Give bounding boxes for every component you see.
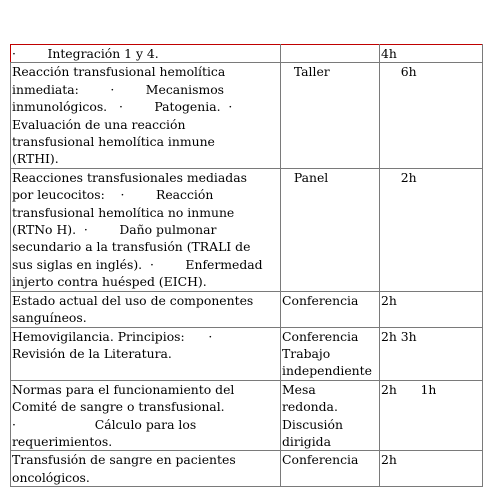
format-text: Panel — [282, 169, 329, 185]
hours-cell — [380, 380, 483, 451]
hours-text: 2h — [381, 292, 397, 308]
topic-cell — [11, 327, 281, 380]
topic-text: Reacciones transfusionales mediadas por leucocitos: · Reacción transfusional hemolítica no inmune (RTNo H). · Daño pulmonar secundario a la transfusión (TRALI de sus siglas en inglés). · Enfermedad injerto contra huésped (EICH). — [12, 169, 263, 290]
hours-cell — [380, 45, 483, 63]
hours-text: 2h 1h — [381, 381, 437, 397]
topic-text: Transfusión de sangre en pacientes oncológicos. — [12, 452, 236, 485]
table-row — [11, 63, 483, 168]
topic-text: Normas para el funcionamiento del Comité de sangre o transfusional. · Cálculo para los requerimientos. — [12, 381, 235, 449]
hours-text: 2h 3h — [381, 328, 417, 344]
format-text: Conferencia — [282, 452, 359, 468]
table-row — [11, 380, 483, 451]
hours-text: 6h — [381, 64, 417, 80]
hours-cell — [380, 63, 483, 168]
topic-cell — [11, 291, 281, 327]
table-row — [11, 451, 483, 487]
format-cell — [281, 451, 380, 487]
topic-cell — [11, 63, 281, 168]
hours-text: 2h — [381, 452, 397, 468]
topic-cell — [11, 380, 281, 451]
format-text: Taller — [282, 64, 330, 80]
table-row — [11, 291, 483, 327]
topic-text: Reacción transfusional hemolítica inmediata: · Mecanismos inmunológicos. · Patogenia. · Evaluación de una reacción transfusional hemolítica inmune (RTHI). — [12, 64, 233, 167]
topic-cell — [11, 45, 281, 63]
format-cell — [281, 63, 380, 168]
table-row — [11, 168, 483, 291]
format-cell — [281, 327, 380, 380]
topic-text: Hemovigilancia. Principios: · Revisión de la Literatura. — [12, 328, 213, 361]
topic-text: Estado actual del uso de componentes sanguíneos. — [12, 292, 254, 326]
hours-text: 2h — [381, 169, 417, 185]
hours-cell — [380, 168, 483, 291]
format-cell — [281, 168, 380, 291]
hours-cell — [380, 451, 483, 487]
format-text: Mesa redonda. Discusión dirigida — [282, 381, 343, 449]
topic-cell — [11, 451, 281, 487]
table-row — [11, 327, 483, 380]
format-text: Conferencia — [282, 292, 359, 308]
format-cell — [281, 380, 380, 451]
format-cell — [281, 45, 380, 63]
hours-cell — [380, 291, 483, 327]
topic-text: · Integración 1 y 4. — [12, 46, 159, 61]
topic-cell — [11, 168, 281, 291]
format-cell — [281, 291, 380, 327]
table-row — [11, 45, 483, 63]
hours-text: 4h — [381, 46, 397, 61]
format-text: Conferencia Trabajo independiente — [282, 328, 372, 379]
schedule-table — [10, 44, 483, 487]
hours-cell — [380, 327, 483, 380]
